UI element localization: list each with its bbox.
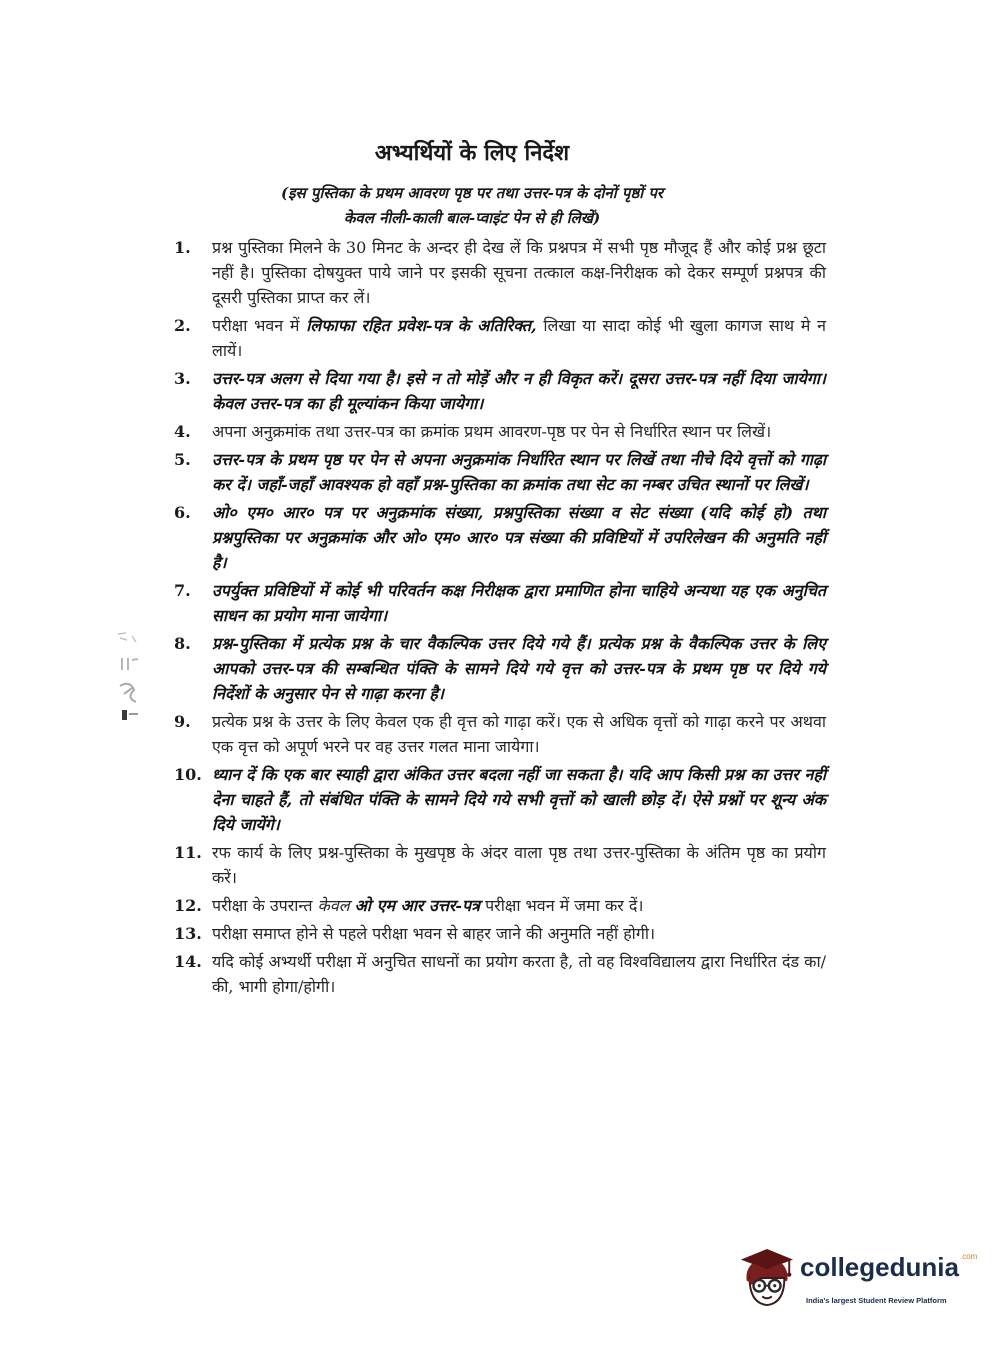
page-title: अभ्यर्थियों के लिए निर्देश (374, 140, 570, 166)
logo-wordmark: collegedunia (800, 1252, 959, 1282)
subtitle-line: केवल नीली-काली बाल-प्वाइंट पेन से ही लिखें) (343, 209, 601, 227)
instruction-item (174, 313, 826, 363)
instruction-item (174, 235, 826, 310)
instruction-text (212, 235, 826, 310)
instruction-text (212, 840, 826, 890)
logo-tagline: India's largest Student Review Platform (806, 1296, 947, 1305)
scan-margin-marks (112, 628, 144, 724)
instruction-text (212, 762, 826, 837)
instruction-item (174, 366, 826, 416)
instruction-item (174, 762, 826, 837)
instruction-number: 4. (174, 422, 191, 441)
collegedunia-logo (738, 1244, 988, 1314)
page-subtitle (150, 181, 794, 231)
instruction-text-segment: परीक्षा भवन में (212, 316, 307, 335)
instruction-text-segment: लिफाफा रहित प्रवेश-पत्र के अतिरिक्त, (306, 316, 537, 335)
subtitle-line: (इस पुस्तिका के प्रथम आवरण पृष्ठ पर तथा उत्तर-पत्र के दोनों पृष्ठों पर (281, 184, 663, 202)
instruction-item (174, 921, 826, 946)
instruction-number: 5. (174, 450, 191, 469)
instruction-text-segment: प्रत्येक प्रश्न के उत्तर के लिए केवल एक ही वृत्त को गाढ़ा करें। एक से अधिक वृत्तों को गाढ़ा करने पर अथवा एक वृत्त को अपूर्ण भरने पर वह उत्तर गलत माना जायेगा। (212, 712, 826, 756)
instruction-number: 7. (174, 581, 191, 600)
instruction-text (212, 447, 826, 497)
instruction-number: 8. (174, 634, 191, 653)
instruction-text (212, 921, 826, 946)
instruction-list (174, 235, 826, 1002)
instruction-text-segment: रफ कार्य के लिए प्रश्न-पुस्तिका के मुखपृष्ठ के अंदर वाला पृष्ठ तथा उत्तर-पुस्तिका के अंतिम पृष्ठ का प्रयोग करें। (212, 843, 826, 887)
instruction-number: 14. (174, 952, 202, 971)
instruction-item (174, 893, 826, 918)
instruction-item (174, 631, 826, 706)
instruction-text (212, 500, 826, 575)
instruction-item (174, 447, 826, 497)
instruction-text-segment: परीक्षा भवन में जमा कर दें। (479, 896, 644, 915)
instruction-text (212, 366, 826, 416)
instruction-text-segment: ओ एम आर उत्तर-पत्र (354, 896, 480, 915)
instruction-text (212, 893, 826, 918)
instruction-number: 12. (174, 896, 202, 915)
instruction-text (212, 419, 826, 444)
instruction-number: 1. (174, 238, 191, 257)
logo-domain-suffix: .com (960, 1252, 978, 1261)
instruction-item (174, 949, 826, 999)
instruction-text (212, 631, 826, 706)
instruction-number: 6. (174, 503, 191, 522)
instruction-item (174, 840, 826, 890)
instruction-text-segment: उपर्युक्त प्रविष्टियों में कोई भी परिवर्तन कक्ष निरीक्षक द्वारा प्रमाणित होना चाहिये अन्यथा यह एक अनुचित साधन का प्रयोग माना जायेगा। (212, 581, 826, 625)
instruction-text-segment: उत्तर-पत्र अलग से दिया गया है। इसे न तो मोड़ें और न ही विकृत करें। दूसरा उत्तर-पत्र नहीं दिया जायेगा। केवल उत्तर-पत्र का ही मूल्यांकन किया जायेगा। (212, 369, 826, 413)
instruction-text-segment: ध्यान दें कि एक बार स्याही द्वारा अंकित उत्तर बदला नहीं जा सकता है। यदि आप किसी प्रश्न का उत्तर नहीं देना चाहते हैं, तो संबंधित पंक्ति के सामने दिये गये सभी वृत्तों को खाली छोड़ दें। ऐसे प्रश्नों पर शून्य अंक दिये जायेंगे। (212, 765, 826, 834)
instruction-text (212, 709, 826, 759)
instruction-item (174, 709, 826, 759)
instruction-number: 3. (174, 369, 191, 388)
instruction-text-segment: परीक्षा समाप्त होने से पहले परीक्षा भवन से बाहर जाने की अनुमति नहीं होगी। (212, 924, 656, 943)
instruction-number: 9. (174, 712, 191, 731)
instruction-text-segment: यदि कोई अभ्यर्थी परीक्षा में अनुचित साधनों का प्रयोग करता है, तो वह विश्वविद्यालय द्वारा निर्धारित दंड का/की, भागी होगा/होगी। (212, 952, 826, 996)
instruction-text-segment: अपना अनुक्रमांक तथा उत्तर-पत्र का क्रमांक प्रथम आवरण-पृष्ठ पर पेन से निर्धारित स्थान पर लिखें। (212, 422, 772, 441)
instruction-item (174, 500, 826, 575)
instruction-number: 2. (174, 316, 191, 335)
instruction-text-segment: प्रश्न पुस्तिका मिलने के 30 मिनट के अन्दर ही देख लें कि प्रश्नपत्र में सभी पृष्ठ मौजूद हैं और कोई प्रश्न छूटा नहीं है। पुस्तिका दोषयुक्त पाये जाने पर इसकी सूचना तत्काल कक्ष-निरीक्षक को देकर सम्पूर्ण प्रश्नपत्र की दूसरी पुस्तिका प्राप्त कर लें। (212, 238, 826, 307)
instruction-text-segment: ओ० एम० आर० पत्र पर अनुक्रमांक संख्या, प्रश्नपुस्तिका संख्या व सेट संख्या (यदि कोई हो) तथा प्रश्नपुस्तिका पर अनुक्रमांक और ओ० एम० आर० पत्र संख्या की प्रविष्टियों में उपरिलेखन की अनुमति नहीं है। (212, 503, 826, 572)
instruction-text-segment: प्रश्न-पुस्तिका में प्रत्येक प्रश्न के चार वैकल्पिक उत्तर दिये गये हैं। प्रत्येक प्रश्न के वैकल्पिक उत्तर के लिए आपको उत्तर-पत्र की सम्बन्धित पंक्ति के सामने दिये गये वृत्त को उत्तर-पत्र के प्रथम पृष्ठ पर दिये गये निर्देशों के अनुसार पेन से गाढ़ा करना है। (212, 634, 826, 703)
instruction-number: 13. (174, 924, 202, 943)
instruction-text-segment: परीक्षा के उपरान्त (212, 896, 318, 915)
instruction-text (212, 578, 826, 628)
instruction-text-segment: लिखा या सादा कोई भी खुला कागज साथ मे न लायें। (212, 316, 827, 360)
graduate-face-icon (738, 1246, 796, 1310)
instruction-number: 11. (174, 843, 202, 862)
instruction-item (174, 419, 826, 444)
instruction-text (212, 313, 826, 363)
instruction-text-segment: केवल (317, 896, 355, 915)
instruction-text (212, 949, 826, 999)
instruction-text-segment: उत्तर-पत्र के प्रथम पृष्ठ पर पेन से अपना अनुक्रमांक निर्धारित स्थान पर लिखें तथा नीचे दिये वृत्तों को गाढ़ा कर दें। जहाँ-जहाँ आवश्यक हो वहाँ प्रश्न-पुस्तिका का क्रमांक तथा सेट का नम्बर उचित स्थानों पर लिखें। (212, 450, 826, 494)
instruction-number: 10. (174, 765, 202, 784)
instruction-item (174, 578, 826, 628)
